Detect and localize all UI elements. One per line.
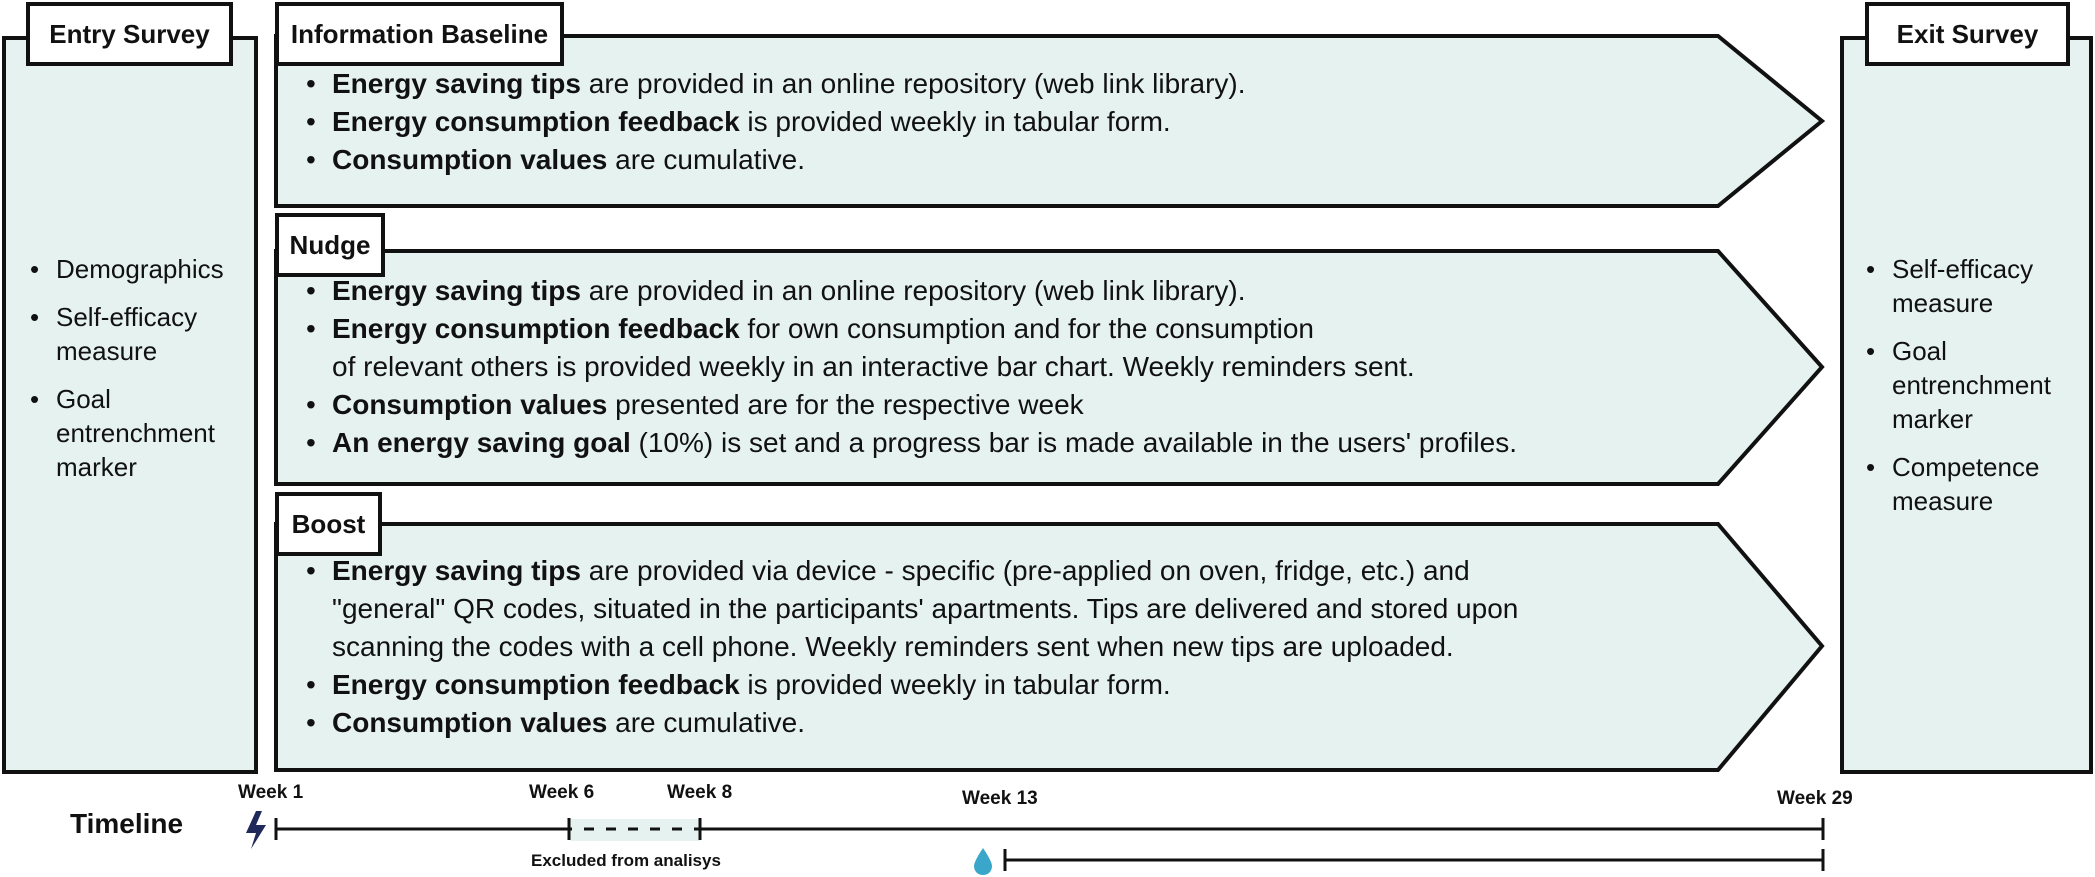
list-item: • An energy saving goal (10%) is set and a progress bar is made available in the users' profiles.: [302, 424, 1752, 462]
list-item: • Consumption values presented are for the respective week: [302, 386, 1752, 424]
week-8-label: Week 8: [667, 782, 733, 803]
list-item: • Energy saving tips are provided in an online repository (web link library).: [302, 272, 1752, 310]
entry-item-goal-entrenchment: • Goal entrenchment marker: [30, 382, 236, 484]
timeline-title: Timeline: [70, 808, 184, 839]
information-baseline-title: Information Baseline: [275, 2, 564, 66]
list-item-continuation: "general" QR codes, situated in the participants' apartments. Tips are delivered and stored upon: [332, 593, 1519, 624]
nudge-title: Nudge: [275, 213, 385, 277]
list-item: • Energy consumption feedback is provided weekly in tabular form.: [302, 103, 1702, 141]
entry-survey-title: Entry Survey: [26, 2, 233, 66]
list-item: • Consumption values are cumulative.: [302, 704, 1752, 742]
list-item: • Energy consumption feedback is provided weekly in tabular form.: [302, 666, 1752, 704]
entry-item-self-efficacy: • Self-efficacy measure: [30, 300, 216, 368]
exit-item-competence: • Competence measure: [1866, 450, 2072, 518]
exit-item-self-efficacy: • Self-efficacy measure: [1866, 252, 2052, 320]
water-drop-icon: [974, 848, 992, 875]
week-29-label: Week 29: [1777, 788, 1853, 809]
list-item: • Energy consumption feedback for own consumption and for the consumption: [302, 310, 1752, 348]
boost-title: Boost: [275, 492, 382, 556]
lightning-icon: [246, 811, 266, 849]
week-13-label: Week 13: [962, 788, 1038, 809]
week-1-label: Week 1: [238, 782, 304, 803]
list-item-continuation: of relevant others is provided weekly in an interactive bar chart. Weekly reminders sent.: [332, 351, 1415, 382]
list-item: • Energy saving tips are provided in an online repository (web link library).: [302, 65, 1702, 103]
list-item: • Energy saving tips are provided via device - specific (pre-applied on oven, fridge, etc.) and: [302, 552, 1752, 590]
list-item-continuation: scanning the codes with a cell phone. Weekly reminders sent when new tips are uploaded.: [332, 631, 1454, 662]
entry-item-demographics: • Demographics: [30, 252, 250, 286]
exit-survey-title: Exit Survey: [1865, 2, 2070, 66]
list-item: • Consumption values are cumulative.: [302, 141, 1702, 179]
excluded-label: Excluded from analisys: [531, 851, 721, 870]
week-6-label: Week 6: [529, 782, 595, 803]
exit-item-goal-entrenchment: • Goal entrenchment marker: [1866, 334, 2072, 436]
